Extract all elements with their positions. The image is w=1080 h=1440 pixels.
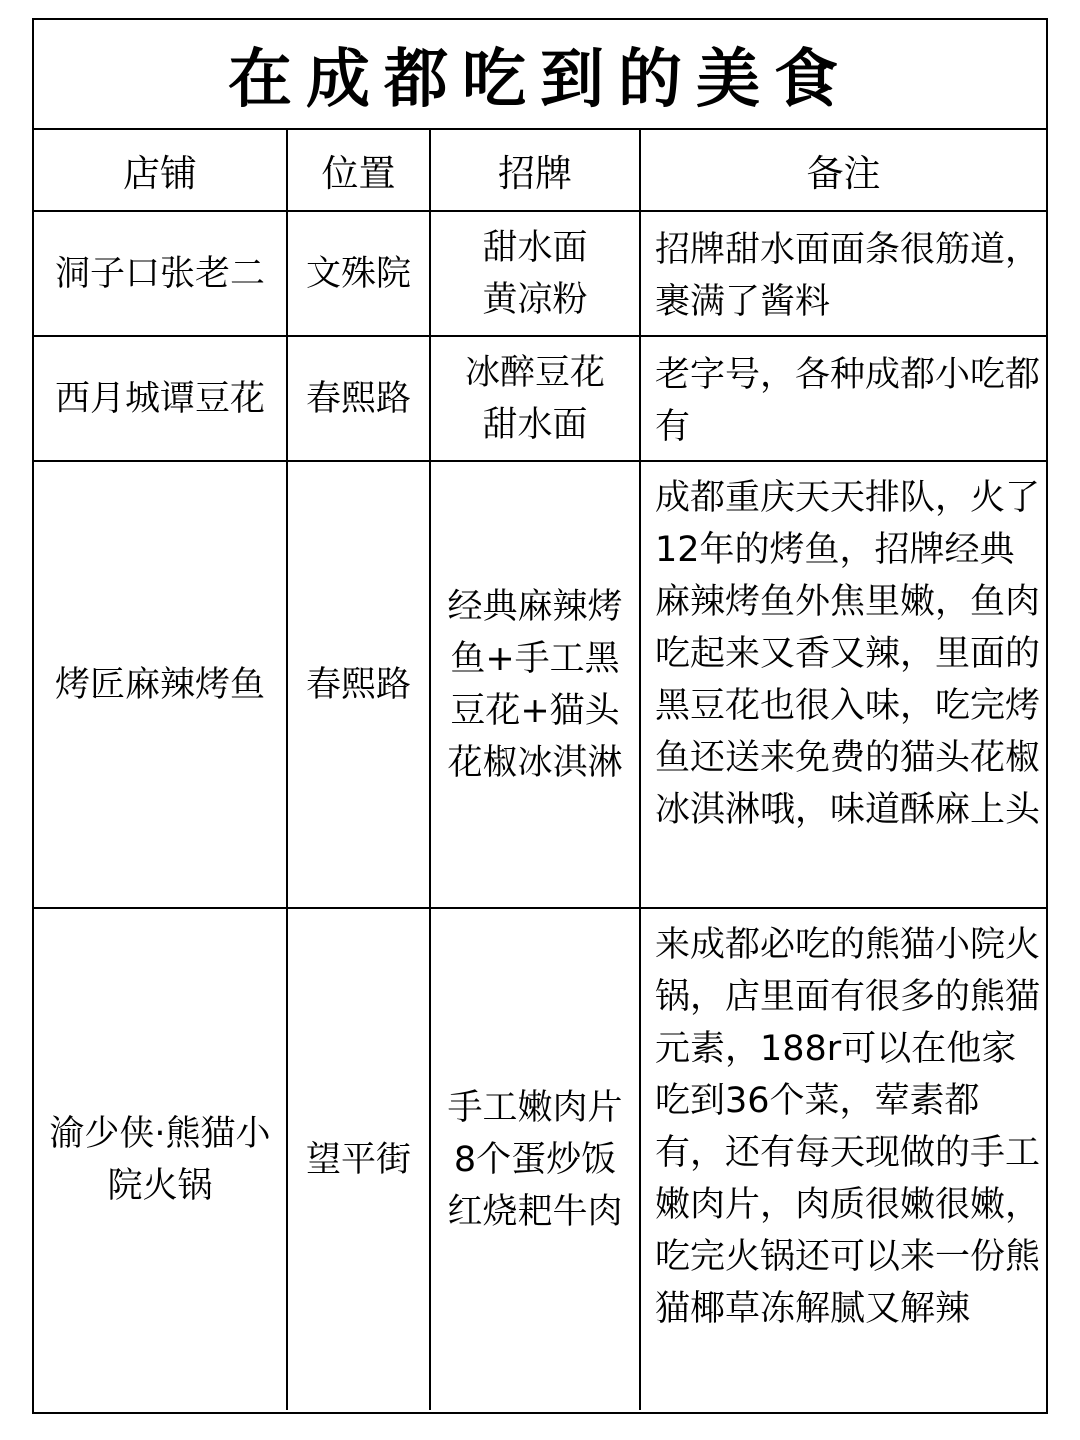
page-title: 在成都吃到的美食 xyxy=(34,20,1046,130)
signature-dish: 黄凉粉 xyxy=(482,279,588,320)
food-table xyxy=(34,130,1046,1410)
note-text: 老字号，各种成都小吃都有 xyxy=(640,336,1046,461)
signature-dish: 甜水面 xyxy=(482,227,588,268)
signature-dish: 冰醉豆花 xyxy=(464,352,605,393)
shop-location: 望平街 xyxy=(287,908,430,1410)
signature-dishes xyxy=(430,461,640,908)
signature-dish: 手工嫩肉片 xyxy=(447,1087,623,1128)
shop-name: 渝少侠·熊猫小院火锅 xyxy=(34,908,287,1410)
shop-location: 文殊院 xyxy=(287,211,430,336)
note-text: 成都重庆天天排队，火了12年的烤鱼，招牌经典麻辣烤鱼外焦里嫩，鱼肉 吃起来又香又辣，里面的黑豆花也很入味，吃完烤鱼还送来免费的猫头花椒冰淇淋哦，味道酥麻上头 xyxy=(640,461,1046,908)
shop-location: 春熙路 xyxy=(287,336,430,461)
header-note: 备注 xyxy=(640,130,1046,211)
signature-dish: 经典麻辣烤鱼+手工黑豆花+猫头花椒冰淇淋 xyxy=(447,586,623,783)
table-header-row xyxy=(34,130,1046,211)
shop-name: 洞子口张老二 xyxy=(34,211,287,336)
signature-dishes xyxy=(430,336,640,461)
table-row xyxy=(34,211,1046,336)
note-text: 来成都必吃的熊猫小院火锅，店里面有很多的熊猫元素，188r可以在他家吃到36个菜，荤素都有，还有每天现做的手工嫩肉片，肉质很嫩很嫩，吃完火锅还可以来一份熊猫椰草冻解腻又解辣 xyxy=(655,925,1041,1329)
table-row xyxy=(34,336,1046,461)
note-text: 招牌甜水面面条很筋道，裹满了酱料 xyxy=(640,211,1046,336)
signature-dish: 8个蛋炒饭 xyxy=(453,1139,617,1180)
signature-dish: 甜水面 xyxy=(482,404,588,445)
header-signature: 招牌 xyxy=(430,130,640,211)
shop-location: 春熙路 xyxy=(287,461,430,908)
shop-name: 烤匠麻辣烤鱼 xyxy=(34,461,287,908)
header-location: 位置 xyxy=(287,130,430,211)
signature-dishes xyxy=(430,908,640,1410)
table-row xyxy=(34,461,1046,908)
food-table-sheet xyxy=(32,18,1048,1414)
shop-name: 西月城谭豆花 xyxy=(34,336,287,461)
signature-dishes xyxy=(430,211,640,336)
table-row xyxy=(34,908,1046,1410)
header-shop: 店铺 xyxy=(34,130,287,211)
signature-dish: 红烧耙牛肉 xyxy=(447,1191,623,1232)
